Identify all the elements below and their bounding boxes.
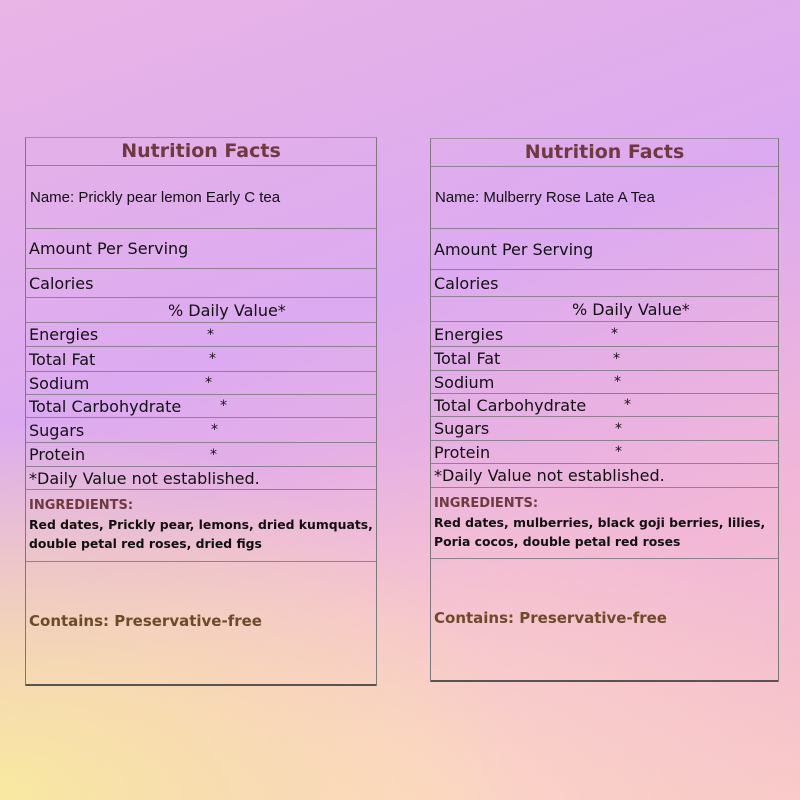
nutrient-row (26, 418, 376, 443)
nutrient-row (431, 371, 778, 394)
daily-value-footnote: *Daily Value not established. (431, 464, 778, 488)
calories-row: Calories (26, 269, 376, 298)
ingredients-section (26, 490, 376, 562)
nutrient-label: Energies (29, 325, 99, 344)
nutrient-row (431, 417, 778, 441)
nutrition-label-left (25, 137, 377, 686)
nutrient-row (431, 394, 778, 417)
nutrient-row (26, 323, 376, 347)
nutrient-row (26, 372, 376, 395)
amount-per-serving: Amount Per Serving (431, 229, 778, 270)
nutrient-row (431, 347, 778, 371)
nutrient-label: Sodium (434, 372, 495, 392)
ingredients-heading: INGREDIENTS: (29, 498, 134, 513)
ingredients-line: Red dates, Prickly pear, lemons, dried kumquats, (29, 517, 373, 532)
daily-value-header (26, 298, 376, 323)
ingredients-line: Poria cocos, double petal red roses (434, 534, 681, 549)
nutrient-label: Total Fat (434, 349, 501, 368)
nutrient-value: * (220, 398, 227, 414)
nutrient-value: * (615, 444, 622, 460)
nutrient-row (26, 395, 376, 418)
nutrient-label: Total Carbohydrate (29, 396, 182, 416)
daily-value-header (431, 297, 778, 322)
label-title: Nutrition Facts (26, 138, 376, 166)
nutrient-label: Total Fat (29, 349, 96, 369)
nutrient-value: * (624, 397, 631, 413)
nutrition-label-right (430, 138, 779, 682)
calories-row: Calories (431, 270, 778, 297)
nutrient-label: Sugars (29, 420, 85, 440)
nutrient-value: * (211, 422, 218, 438)
amount-per-serving: Amount Per Serving (26, 229, 376, 269)
contains-statement: Contains: Preservative-free (29, 612, 262, 630)
nutrient-row (26, 347, 376, 372)
nutrient-label: Sugars (434, 419, 490, 438)
product-name: Name: Prickly pear lemon Early C tea (26, 166, 376, 229)
daily-value-header-text: % Daily Value* (168, 300, 286, 320)
nutrient-row (431, 441, 778, 464)
product-name: Name: Mulberry Rose Late A Tea (431, 167, 778, 229)
ingredients-line: double petal red roses, dried figs (29, 536, 262, 551)
nutrient-label: Energies (434, 324, 504, 344)
ingredients-line: Red dates, mulberries, black goji berries, lilies, (434, 515, 766, 530)
daily-value-header-text: % Daily Value* (572, 299, 690, 319)
nutrient-row (26, 443, 376, 467)
nutrient-label: Sodium (29, 373, 90, 393)
nutrient-label: Total Carbohydrate (434, 395, 587, 415)
nutrient-row (431, 322, 778, 347)
ingredients-section (431, 488, 778, 559)
nutrient-value: * (615, 420, 622, 437)
nutrient-value: * (210, 446, 217, 463)
nutrient-value: * (209, 351, 216, 367)
label-title: Nutrition Facts (431, 139, 778, 167)
nutrient-label: Protein (434, 442, 491, 462)
contains-statement: Contains: Preservative-free (434, 609, 667, 627)
nutrient-value: * (614, 374, 621, 390)
nutrient-value: * (207, 326, 214, 343)
nutrient-value: * (205, 375, 212, 391)
ingredients-heading: INGREDIENTS: (434, 496, 539, 511)
label-bottom-border (26, 684, 376, 686)
nutrient-value: * (613, 350, 620, 367)
daily-value-footnote: *Daily Value not established. (26, 467, 376, 490)
nutrient-value: * (611, 326, 618, 342)
label-bottom-border (431, 680, 778, 682)
nutrient-label: Protein (29, 445, 86, 464)
